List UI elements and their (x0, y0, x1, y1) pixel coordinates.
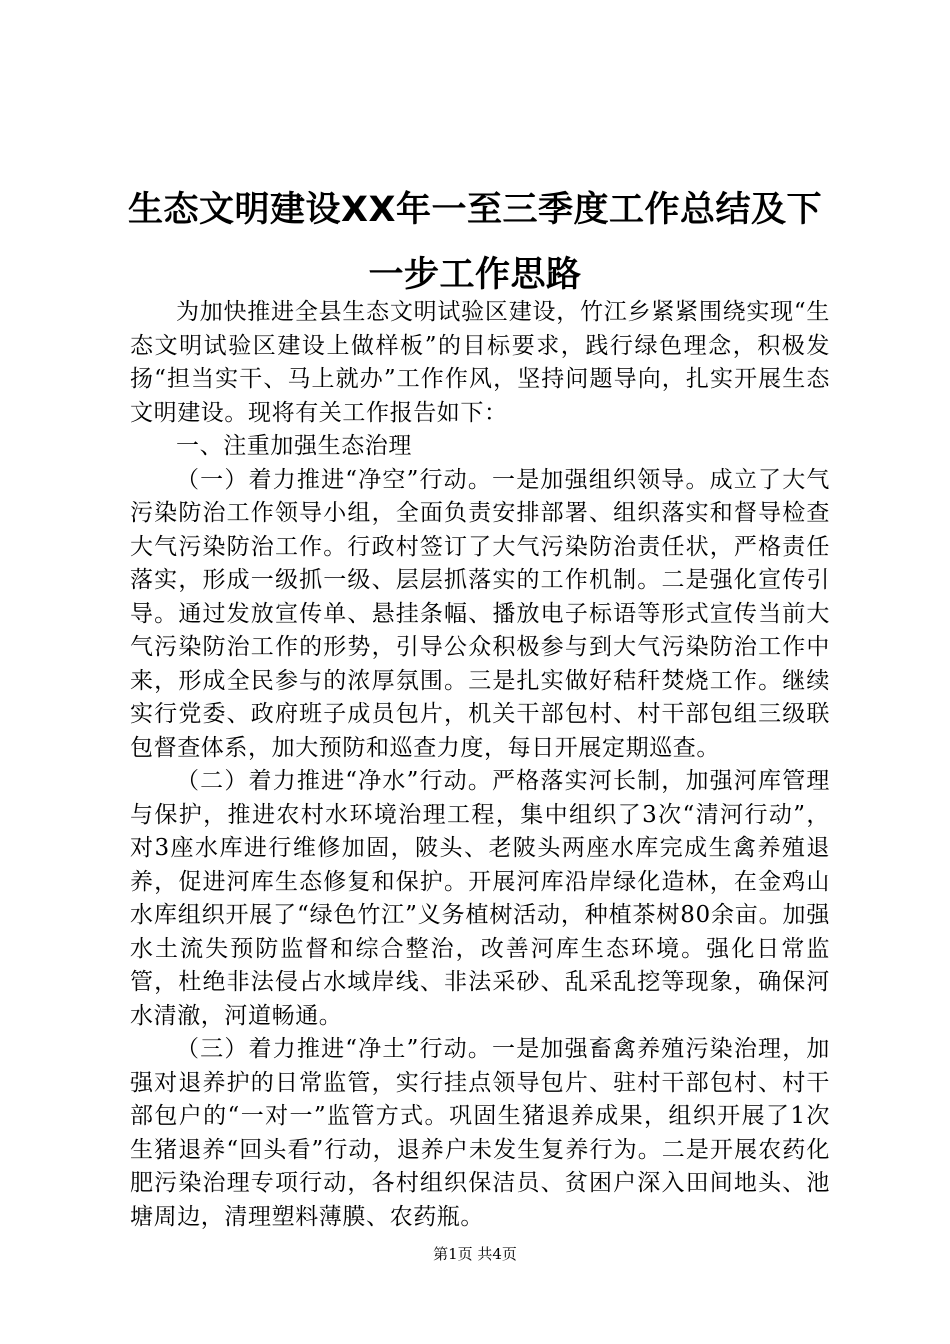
page-number-footer: 第1页 共4页 (433, 1245, 517, 1263)
paragraph-clean-soil: （三）着力推进“净土”行动。一是加强畜禽养殖污染治理，加强对退养护的日常监管，实行挂点领导包片、驻村干部包村、村干部包户的“一对一”监管方式。巩固生猪退养成果，组织开展了1次生猪退养“回头看”行动，退养户未发生复养行为。二是开展农药化肥污染治理专项行动，各村组织保洁员、贫困户深入田间地头、池塘周边，清理塑料薄膜、农药瓶。 (130, 1036, 830, 1230)
paragraph-clean-air: （一）着力推进“净空”行动。一是加强组织领导。成立了大气污染防治工作领导小组，全面负责安排部署、组织落实和督导检查大气污染防治工作。行政村签订了大气污染防治责任状，严格责任落实，形成一级抓一级、层层抓落实的工作机制。二是强化宣传引导。通过发放宣传单、悬挂条幅、播放电子标语等形式宣传当前大气污染防治工作的形势，引导公众积极参与到大气污染防治工作中来，形成全民参与的浓厚氛围。三是扎实做好秸秆焚烧工作。继续实行党委、政府班子成员包片，机关干部包村、村干部包组三级联包督查体系，加大预防和巡查力度，每日开展定期巡查。 (130, 466, 830, 761)
paragraph-clean-water: （二）着力推进“净水”行动。严格落实河长制，加强河库管理与保护，推进农村水环境治理工程，集中组织了3次“清河行动”，对3座水库进行维修加固，陂头、老陂头两座水库完成生禽养殖退养，促进河库生态修复和保护。开展河库沿岸绿化造林，在金鸡山水库组织开展了“绿色竹江”义务植树活动，种植茶树80余亩。加强水土流失预防监督和综合整治，改善河库生态环境。强化日常监管，杜绝非法侵占水域岸线、非法采砂、乱采乱挖等现象，确保河水清澈，河道畅通。 (130, 768, 830, 1029)
intro-paragraph: 为加快推进全县生态文明试验区建设，竹江乡紧紧围绕实现“生态文明试验区建设上做样板”的目标要求，践行绿色理念，积极发扬“担当实干、马上就办”工作作风，坚持问题导向，扎实开展生态文明建设。现将有关工作报告如下： (130, 299, 830, 426)
document-title: 生态文明建设XX年一至三季度工作总结及下一步工作思路 (128, 190, 822, 295)
section-heading: 一、注重加强生态治理 (176, 433, 412, 459)
document-body (130, 296, 830, 1234)
